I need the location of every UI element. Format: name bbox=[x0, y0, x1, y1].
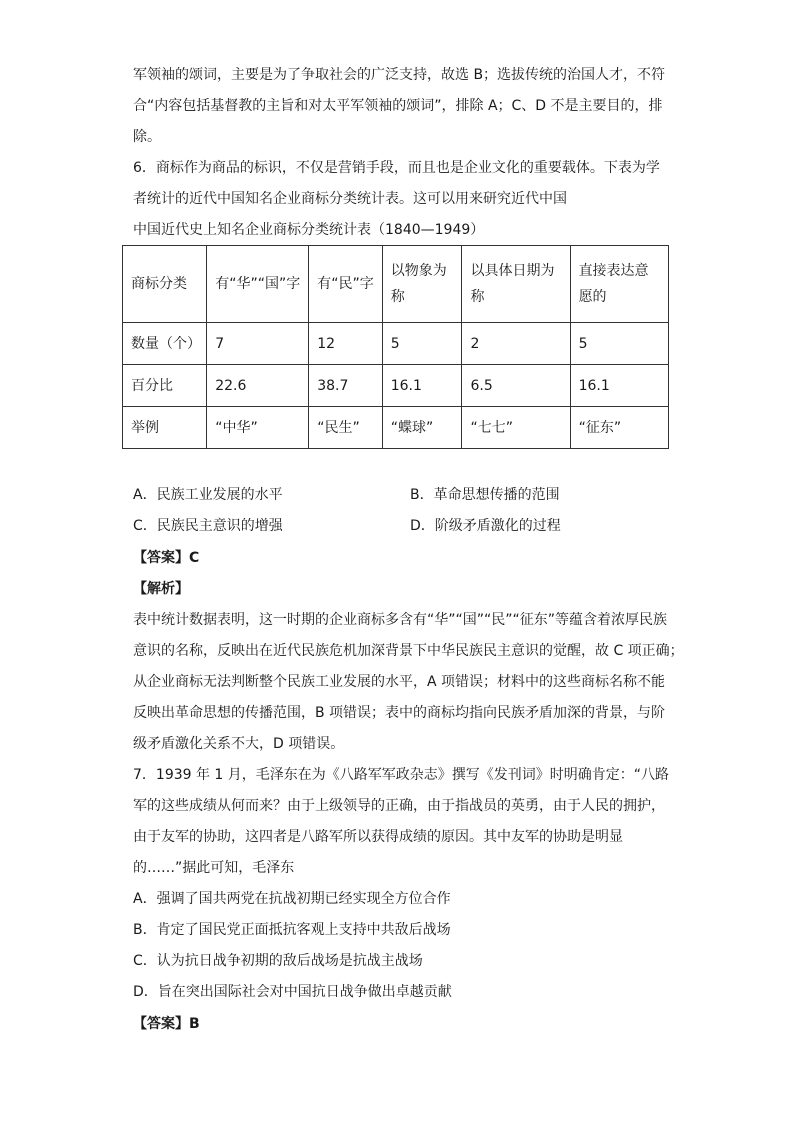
q6-analysis-line-4: 反映出革命思想的传播范围，B 项错误；表中的商标均指向民族矛盾加深的背景，与阶 bbox=[133, 705, 666, 721]
q7-option-a: A．强调了国共两党在抗战初期已经实现全方位合作 bbox=[133, 891, 451, 907]
header-cell: 以物象为称 bbox=[382, 246, 462, 323]
q7-stem-line-1: 7．1939 年 1 月，毛泽东在为《八路军军政杂志》撰写《发刊词》时明确肯定：“八路 bbox=[133, 767, 670, 783]
table-cell: “七七” bbox=[462, 407, 570, 449]
table-cell: “征东” bbox=[570, 407, 668, 449]
table-cell: 举例 bbox=[123, 407, 207, 449]
header-cell: 有“华”“国”字 bbox=[207, 246, 309, 323]
table-cell: 16.1 bbox=[382, 365, 462, 407]
q6-table-caption: 中国近代史上知名企业商标分类统计表（1840—1949） bbox=[133, 222, 485, 238]
q7-stem-line-3: 由于友军的协助，这四者是八路军所以获得成绩的原因。其中友军的协助是明显 bbox=[133, 829, 623, 845]
q6-analysis-line-3: 从企业商标无法判断整个民族工业发展的水平，A 项错误；材料中的这些商标名称不能 bbox=[133, 674, 666, 690]
q6-analysis-line-1: 表中统计数据表明，这一时期的企业商标多含有“华”“国”“民”“征东”等蕴含着浓厚民族 bbox=[133, 612, 668, 628]
q6-option-a: A．民族工业发展的水平 bbox=[133, 487, 283, 503]
q7-option-b: B．肯定了国民党正面抵抗客观上支持中共敌后战场 bbox=[133, 922, 451, 938]
q6-analysis-line-5: 级矛盾激化关系不大，D 项错误。 bbox=[133, 736, 345, 752]
table-cell: 5 bbox=[570, 323, 668, 365]
header-cell: 以具体日期为称 bbox=[462, 246, 570, 323]
table-cell: 百分比 bbox=[123, 365, 207, 407]
q6-analysis-label: 【解析】 bbox=[133, 581, 189, 597]
table-cell: 16.1 bbox=[570, 365, 668, 407]
table-cell: 38.7 bbox=[309, 365, 383, 407]
header-cell: 有“民”字 bbox=[309, 246, 383, 323]
table-cell: 22.6 bbox=[207, 365, 309, 407]
table-cell: 12 bbox=[309, 323, 383, 365]
q6-option-b: B．革命思想传播的范围 bbox=[410, 487, 560, 503]
table-cell: 7 bbox=[207, 323, 309, 365]
q7-stem-line-4: 的……”据此可知，毛泽东 bbox=[133, 860, 295, 876]
intro-line-2: 合“内容包括基督教的主旨和对太平军领袖的颂词”，排除 A；C、D 不是主要目的，排 bbox=[133, 98, 663, 114]
q6-stem-line-1: 6．商标作为商品的标识，不仅是营销手段，而且也是企业文化的重要载体。下表为学 bbox=[133, 160, 660, 176]
q7-stem-line-2: 军的这些成绩从何而来？由于上级领导的正确，由于指战员的英勇，由于人民的拥护， bbox=[133, 798, 665, 814]
q6-stem-line-2: 者统计的近代中国知名企业商标分类统计表。这可以用来研究近代中国 bbox=[133, 191, 567, 207]
trademark-table bbox=[122, 245, 669, 449]
table-cell: “蝶球” bbox=[382, 407, 462, 449]
q6-option-c: C．民族民主意识的增强 bbox=[133, 518, 283, 534]
q6-analysis-line-2: 意识的名称，反映出在近代民族危机加深背景下中华民族民主意识的觉醒，故 C 项正确； bbox=[133, 643, 684, 659]
header-cell: 商标分类 bbox=[123, 246, 207, 323]
q6-answer: 【答案】C bbox=[133, 550, 200, 566]
intro-line-1: 军领袖的颂词，主要是为了争取社会的广泛支持，故选 B；选拔传统的治国人才，不符 bbox=[133, 67, 666, 83]
table-cell: “民生” bbox=[309, 407, 383, 449]
q7-option-d: D．旨在突出国际社会对中国抗日战争做出卓越贡献 bbox=[133, 984, 452, 1000]
table-cell: “中华” bbox=[207, 407, 309, 449]
table-cell: 5 bbox=[382, 323, 462, 365]
table-cell: 6.5 bbox=[462, 365, 570, 407]
q6-option-d: D．阶级矛盾激化的过程 bbox=[410, 518, 561, 534]
table-header-row bbox=[123, 246, 669, 323]
q7-answer: 【答案】B bbox=[133, 1016, 200, 1032]
table-cell: 数量（个） bbox=[123, 323, 207, 365]
table-row bbox=[123, 365, 669, 407]
table-cell: 2 bbox=[462, 323, 570, 365]
table-row bbox=[123, 323, 669, 365]
header-cell: 直接表达意愿的 bbox=[570, 246, 668, 323]
table-row bbox=[123, 407, 669, 449]
intro-line-3: 除。 bbox=[133, 129, 161, 145]
q7-option-c: C．认为抗日战争初期的敌后战场是抗战主战场 bbox=[133, 953, 423, 969]
